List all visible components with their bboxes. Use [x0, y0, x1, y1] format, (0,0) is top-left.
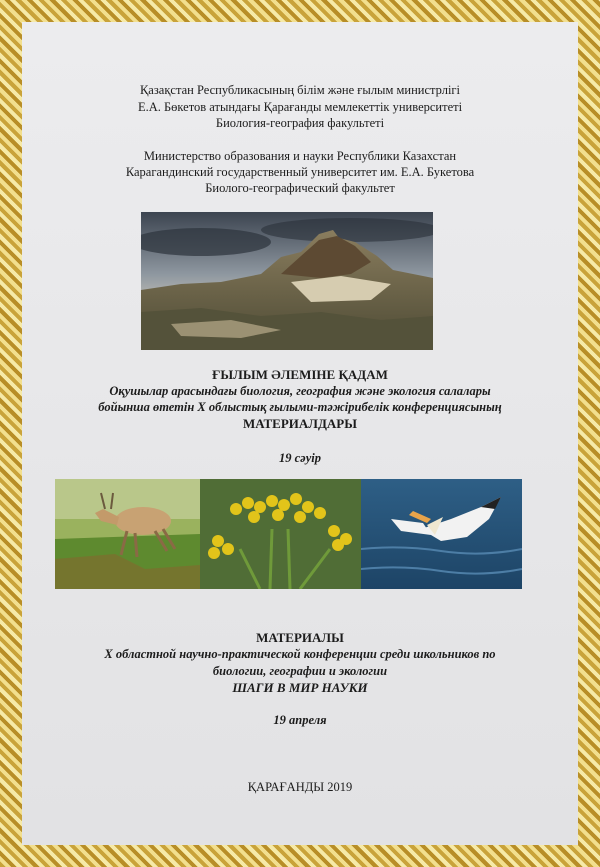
- kz-title: ҒЫЛЫМ ӘЛЕМІНЕ ҚАДАМ: [212, 367, 388, 382]
- header-ru-line2: Карагандинский государственный университет им. Е.А. Букетова: [125, 165, 475, 179]
- ru-subtitle-line1: Х областной научно-практической конференции среди школьников по: [104, 647, 496, 661]
- ru-title: ШАГИ В МИР НАУКИ: [232, 680, 368, 695]
- ru-subtitle-line2: биологии, географии и экологии: [212, 664, 388, 678]
- tansy-flowers-photo: [200, 479, 361, 589]
- footer-city-year: ҚАРАҒАНДЫ 2019: [247, 780, 353, 794]
- ru-materials-heading: МАТЕРИАЛЫ: [256, 630, 344, 645]
- pelican-photo: [361, 479, 522, 589]
- header-kz-line3: Биология-география факультеті: [215, 116, 385, 130]
- header-kz-line1: Қазақстан Республикасының білім және ғылым министрлігі: [139, 83, 461, 97]
- header-ru-line1: Министерство образования и науки Республики Казахстан: [143, 149, 457, 163]
- kz-subtitle-line1: Оқушылар арасындағы биология, география және экология салалары: [109, 384, 491, 398]
- header-kz-line2: Е.А. Бөкетов атындағы Қарағанды мемлекеттік университеті: [137, 100, 463, 114]
- ru-date: 19 апреля: [273, 713, 327, 727]
- kz-materials-heading: МАТЕРИАЛДАРЫ: [242, 416, 358, 431]
- kz-subtitle-line2: бойынша өтетін Х облыстық ғылыми-тәжірибелік конференциясының: [98, 400, 502, 414]
- saiga-photo: [55, 479, 200, 589]
- header-ru-line3: Биолого-географический факультет: [205, 181, 395, 195]
- kz-date: 19 сәуір: [279, 451, 321, 465]
- landscape-photo: [141, 212, 433, 350]
